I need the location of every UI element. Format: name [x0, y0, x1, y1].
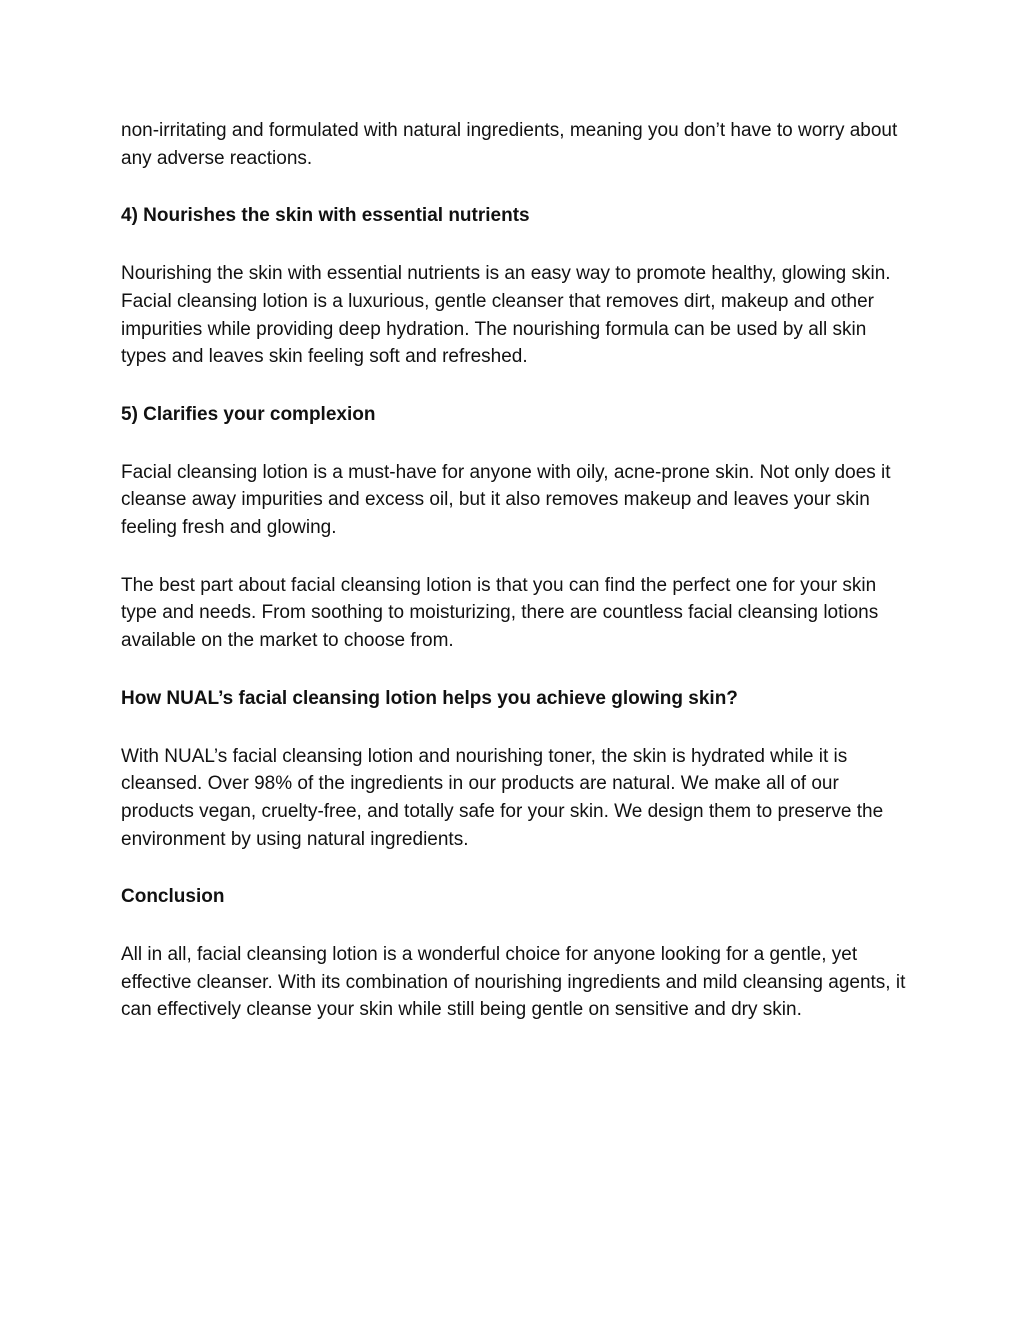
paragraph-conclusion: All in all, facial cleansing lotion is a wonderful choice for anyone looking for a gentle, yet effective cleanser. With its combination of nourishing ingredients and mild cleansing agents, it can effectively cleanse your skin while still being gentle on sensitive and dry skin. — [121, 944, 906, 1021]
heading-nual-lotion: How NUAL’s facial cleansing lotion helps you achieve glowing skin? — [121, 687, 738, 709]
document-page — [121, 117, 911, 1054]
paragraph-clarifies-complexion: Facial cleansing lotion is a must-have for anyone with oily, acne-prone skin. Not only does it cleanse away impurities and excess oil, but it also removes makeup and leaves your skin feeling fresh and glowing. — [121, 461, 891, 539]
paragraph-continued-intro: non-irritating and formulated with natural ingredients, meaning you don’t have to worry about any adverse reactions. — [121, 120, 898, 169]
heading-clarifies-complexion: 5) Clarifies your complexion — [121, 403, 376, 425]
paragraph-nual-lotion: With NUAL’s facial cleansing lotion and nourishing toner, the skin is hydrated while it is cleansed. Over 98% of the ingredients in our products are natural. We make all of our products vegan, cruelty-free, and totally safe for your skin. We design them to preserve the environment by using natural ingredients. — [121, 745, 884, 850]
paragraph-nourishes-skin: Nourishing the skin with essential nutrients is an easy way to promote healthy, glowing skin. Facial cleansing lotion is a luxurious, gentle cleanser that removes dirt, makeup and other impurities while providing deep hydration. The nourishing formula can be used by all skin types and leaves skin feeling soft and refreshed. — [121, 263, 891, 368]
heading-conclusion: Conclusion — [121, 886, 225, 908]
heading-nourishes-skin: 4) Nourishes the skin with essential nutrients — [121, 205, 530, 227]
paragraph-best-part: The best part about facial cleansing lotion is that you can find the perfect one for your skin type and needs. From soothing to moisturizing, there are countless facial cleansing lotions available on the market to choose from. — [121, 574, 879, 652]
